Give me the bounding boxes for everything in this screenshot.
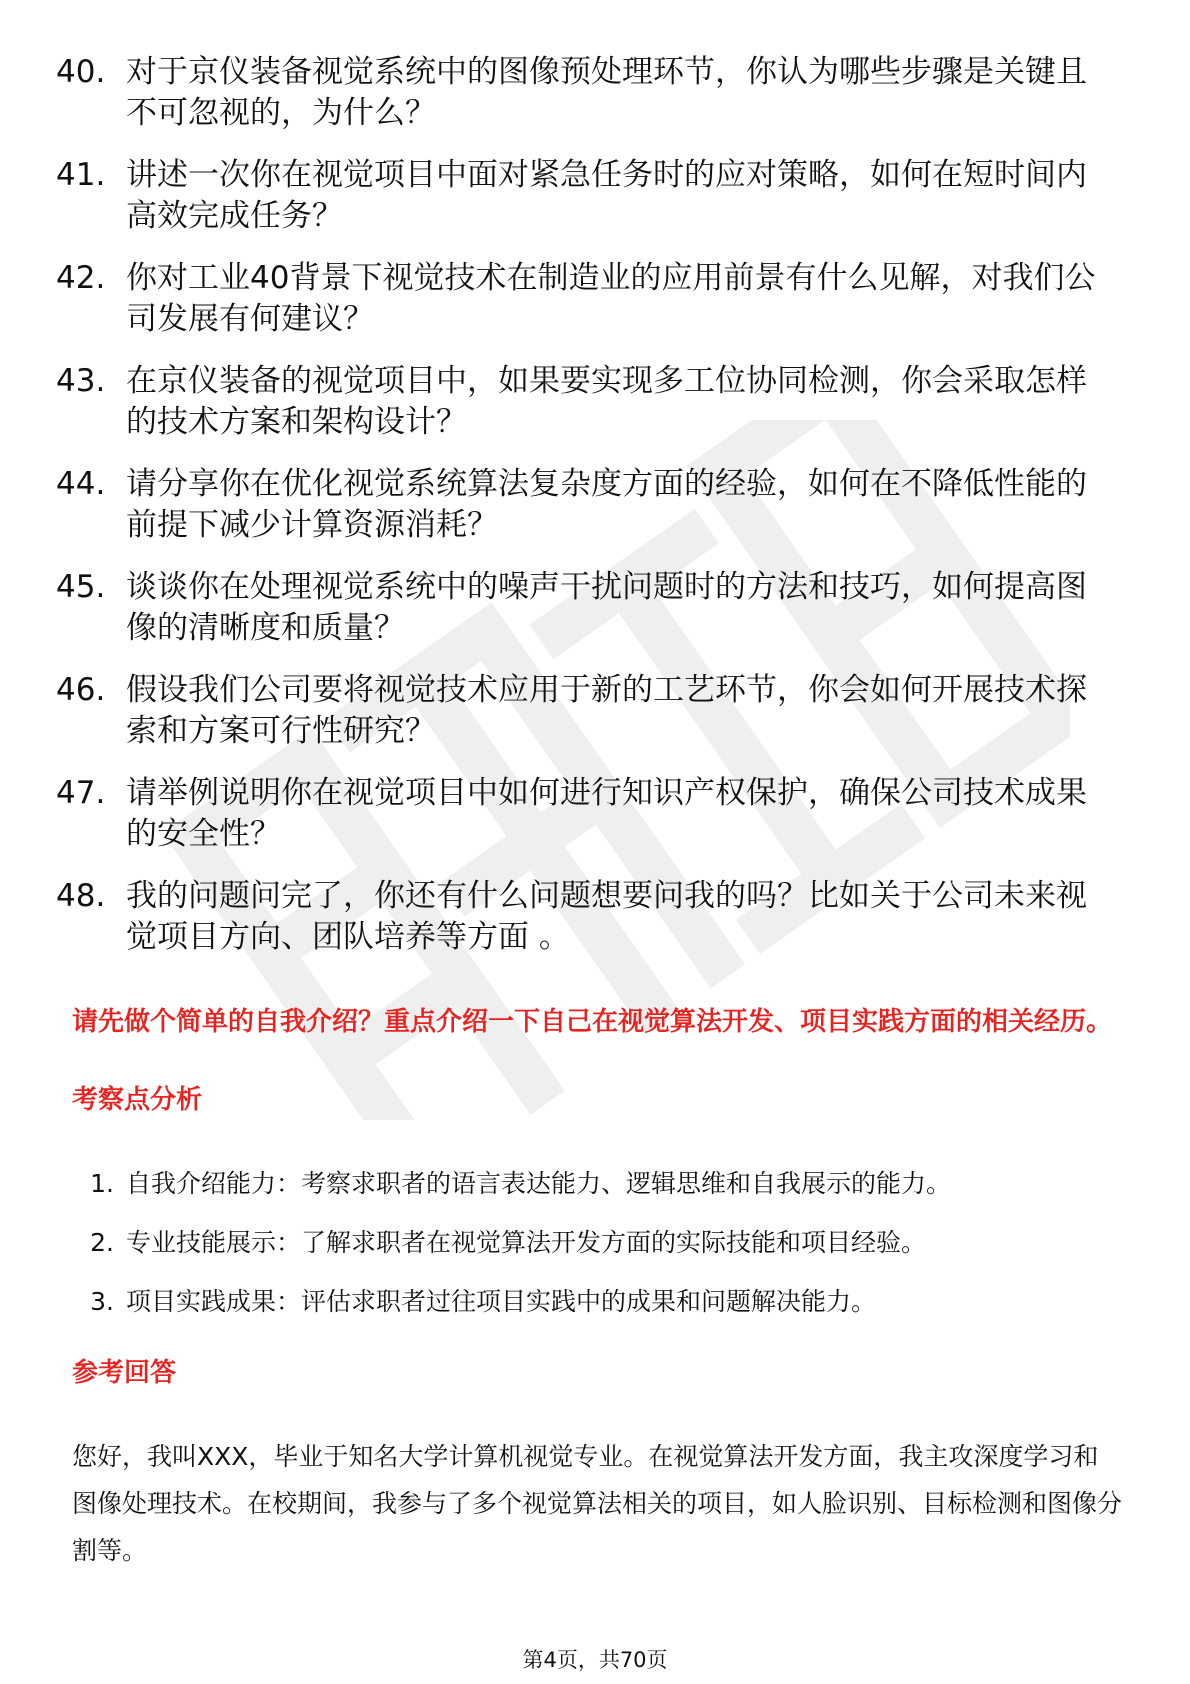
list-item [56, 155, 1116, 237]
analysis-number: 3. [90, 1287, 114, 1316]
highlight-question: 请先做个简单的自我介绍？重点介绍一下自己在视觉算法开发、项目实践方面的相关经历。 [72, 1007, 1113, 1037]
reference-title: 参考回答 [72, 1358, 177, 1388]
question-number: 46. [56, 672, 106, 708]
list-item [56, 876, 1116, 958]
list-item [56, 567, 1116, 649]
analysis-text: 专业技能展示：了解求职者在视觉算法开发方面的实际技能和项目经验。 [126, 1228, 927, 1257]
question-number: 48. [56, 878, 106, 914]
question-text: 我的问题问完了，你还有什么问题想要问我的吗？比如关于公司未来视觉项目方向、团队培养等方面 。 [126, 878, 1087, 955]
question-text: 请分享你在优化视觉系统算法复杂度方面的经验，如何在不降低性能的前提下减少计算资源消耗？ [126, 466, 1087, 543]
list-item [72, 1226, 1122, 1260]
list-item [56, 258, 1116, 340]
question-text: 谈谈你在处理视觉系统中的噪声干扰问题时的方法和技巧，如何提高图像的清晰度和质量？ [126, 569, 1087, 646]
question-number: 41. [56, 157, 106, 193]
question-text: 请举例说明你在视觉项目中如何进行知识产权保护，确保公司技术成果的安全性？ [126, 775, 1087, 852]
analysis-text: 项目实践成果：评估求职者过往项目实践中的成果和问题解决能力。 [126, 1287, 877, 1316]
question-text: 在京仪装备的视觉项目中，如果要实现多工位协同检测，你会采取怎样的技术方案和架构设计？ [126, 363, 1087, 440]
analysis-number: 1. [90, 1169, 114, 1198]
analysis-number: 2. [90, 1228, 114, 1257]
list-item [56, 670, 1116, 752]
analysis-text: 自我介绍能力：考察求职者的语言表达能力、逻辑思维和自我展示的能力。 [126, 1169, 952, 1198]
analysis-list [72, 1167, 1122, 1344]
question-number: 44. [56, 466, 106, 502]
list-item [56, 464, 1116, 546]
list-item [72, 1167, 1122, 1201]
question-text: 你对工业40背景下视觉技术在制造业的应用前景有什么见解，对我们公司发展有何建议？ [126, 260, 1096, 337]
list-item [72, 1285, 1122, 1319]
analysis-title: 考察点分析 [72, 1085, 203, 1115]
question-text: 对于京仪装备视觉系统中的图像预处理环节，你认为哪些步骤是关键且不可忽视的，为什么？ [126, 54, 1087, 131]
question-text: 讲述一次你在视觉项目中面对紧急任务时的应对策略，如何在短时间内高效完成任务？ [126, 157, 1087, 234]
question-number: 42. [56, 260, 106, 296]
question-number: 43. [56, 363, 106, 399]
list-item [56, 773, 1116, 855]
question-text: 假设我们公司要将视觉技术应用于新的工艺环节，你会如何开展技术探索和方案可行性研究？ [126, 672, 1087, 749]
page-number: 第4页，共70页 [522, 1648, 668, 1672]
question-list [56, 52, 1116, 979]
reference-answer: 您好，我叫XXX，毕业于知名大学计算机视觉专业。在视觉算法开发方面，我主攻深度学习和图像处理技术。在校期间，我参与了多个视觉算法相关的项目，如人脸识别、目标检测和图像分割等。 [72, 1442, 1123, 1565]
question-number: 47. [56, 775, 106, 811]
list-item [56, 52, 1116, 134]
question-number: 45. [56, 569, 106, 605]
list-item [56, 361, 1116, 443]
question-number: 40. [56, 54, 106, 90]
